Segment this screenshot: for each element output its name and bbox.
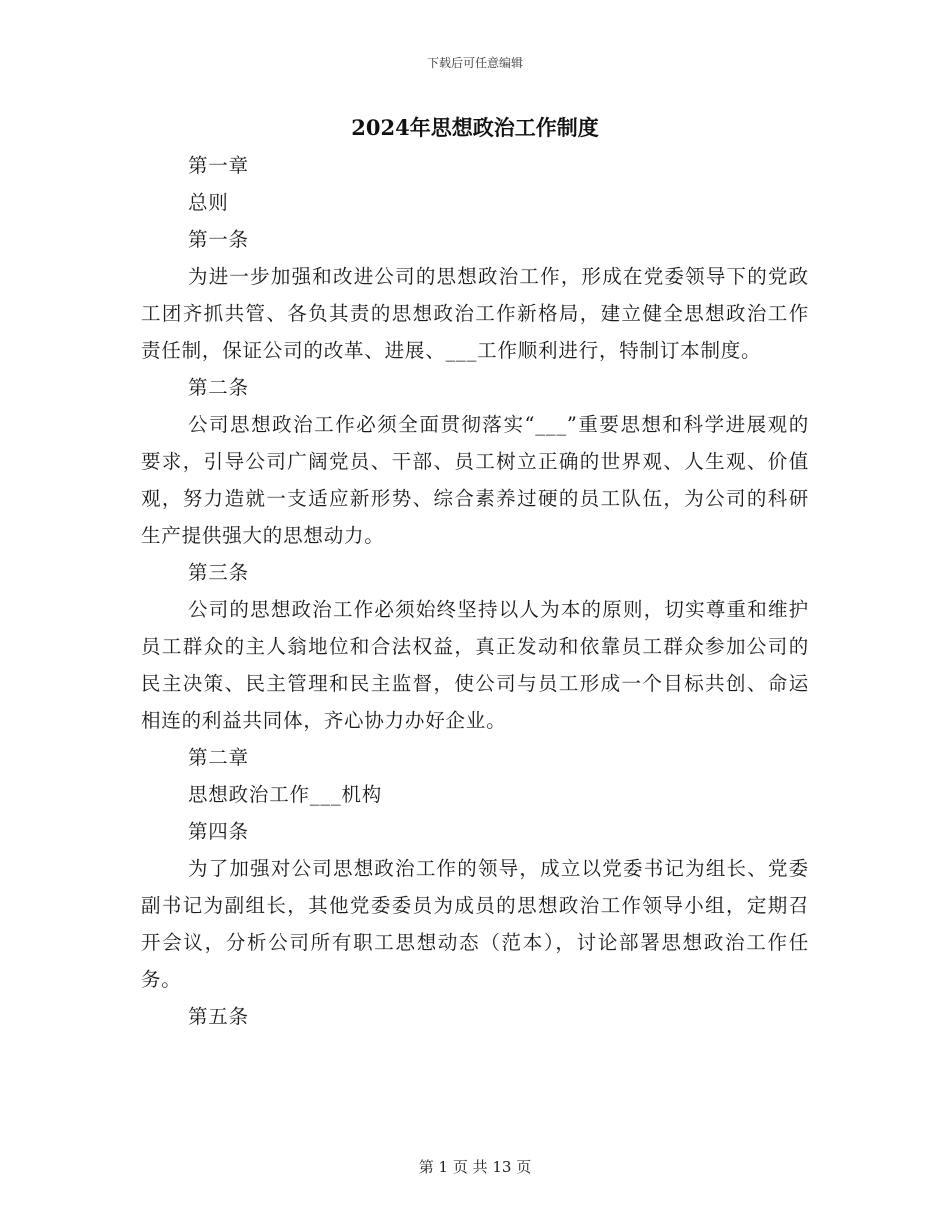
article-paragraph: 为了加强对公司思想政治工作的领导，成立以党委书记为组长、党委副书记为副组长，其他党委委员为成员的思想政治工作领导小组，定期召开会议，分析公司所有职工思想动态（范本），讨论部署思想政治工作任务。 — [141, 857, 809, 991]
article-paragraph: 公司的思想政治工作必须始终坚持以人为本的原则，切实尊重和维护员工群众的主人翁地位和合法权益，真正发动和依靠员工群众参加公司的民主决策、民主管理和民主监督，使公司与员工形成一个目标共创、命运相连的利益共同体，齐心协力办好企业。 — [141, 598, 809, 732]
chapter-heading: 第一章 — [188, 154, 249, 177]
article-heading: 第四条 — [188, 820, 249, 843]
article-heading: 第三条 — [188, 561, 249, 584]
header-note: 下载后可任意编辑 — [426, 56, 523, 70]
document-body — [141, 147, 809, 1035]
chapter-subtitle: 总则 — [188, 191, 229, 214]
chapter-heading: 第二章 — [188, 746, 249, 769]
article-heading: 第一条 — [188, 228, 249, 251]
article-heading: 第五条 — [188, 1005, 249, 1028]
chapter-subtitle: 思想政治工作___机构 — [188, 783, 383, 806]
article-paragraph: 为进一步加强和改进公司的思想政治工作，形成在党委领导下的党政工团齐抓共管、各负其责的思想政治工作新格局，建立健全思想政治工作责任制，保证公司的改革、进展、___工作顺利进行，特制订本制度。 — [141, 265, 809, 362]
document-title: 2024年思想政治工作制度 — [351, 115, 599, 140]
article-paragraph: 公司思想政治工作必须全面贯彻落实“___”重要思想和科学进展观的要求，引导公司广阔党员、干部、员工树立正确的世界观、人生观、价值观，努力造就一支适应新形势、综合素养过硬的员工队伍，为公司的科研生产提供强大的思想动力。 — [141, 413, 809, 547]
page-footer: 第 1 页 共 13 页 — [418, 1158, 532, 1176]
article-heading: 第二条 — [188, 376, 249, 399]
